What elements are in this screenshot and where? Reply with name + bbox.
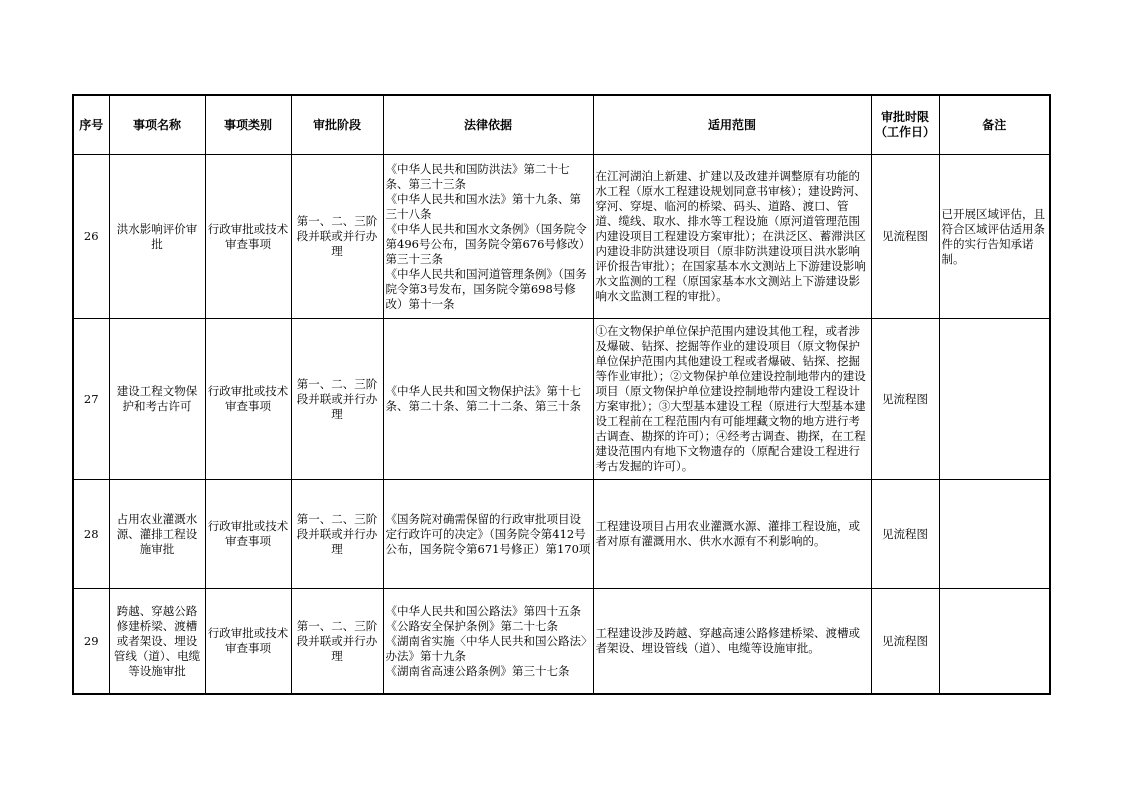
legal-basis-line: 《湖南省高速公路条例》第三十七条: [385, 663, 570, 678]
header-stage: 审批阶段: [291, 95, 383, 155]
cell-no: 26: [73, 155, 109, 319]
cell-stage: 第一、二、三阶段并联或并行办理: [291, 319, 383, 480]
legal-basis-line: 《中华人民共和国公路法》第四十五条: [385, 603, 581, 618]
header-time-limit: 审批时限（工作日）: [871, 95, 939, 155]
legal-basis-line: 《中华人民共和国文物保护法》第十七条、第二十条、第二十二条、第三十条: [385, 384, 581, 413]
cell-scope: 工程建设项目占用农业灌溉水源、灌排工程设施，或者对原有灌溉用水、供水水源有不利影响的。: [593, 480, 871, 589]
header-legal-basis: 法律依据: [383, 95, 593, 155]
header-no: 序号: [73, 95, 109, 155]
cell-remarks: [939, 589, 1050, 695]
cell-time-limit: 见流程图: [871, 480, 939, 589]
cell-no: 27: [73, 319, 109, 480]
cell-legal-basis: [383, 319, 593, 480]
cell-legal-basis: [383, 480, 593, 589]
header-name: 事项名称: [109, 95, 205, 155]
header-category: 事项类别: [205, 95, 291, 155]
cell-category: 行政审批或技术审查事项: [205, 319, 291, 480]
cell-name: 跨越、穿越公路修建桥梁、渡槽或者架设、埋设管线（道）、电缆等设施审批: [109, 589, 205, 695]
cell-scope: 在江河湖泊上新建、扩建以及改建并调整原有功能的水工程（原水工程建设规划同意书审核）；建设跨河、穿河、穿堤、临河的桥梁、码头、道路、渡口、管道、缆线、取水、排水等工程设施（原河道管理范围内建设项目工程建设方案审批）；在洪泛区、蓄滞洪区内建设非防洪建设项目（原非防洪建设项目洪水影响评价报告审批）；在国家基本水文测站上下游建设影响水文监测的工程（原国家基本水文测站上下游建设影响水文监测工程的审批）。: [593, 155, 871, 319]
legal-basis-line: 《国务院对确需保留的行政审批项目设定行政许可的决定》（国务院令第412号公布，国务院令第671号修正）第170项: [385, 511, 591, 556]
cell-name: 占用农业灌溉水源、灌排工程设施审批: [109, 480, 205, 589]
cell-stage: 第一、二、三阶段并联或并行办理: [291, 589, 383, 695]
cell-remarks: 已开展区域评估，且符合区域评估适用条件的实行告知承诺制。: [939, 155, 1050, 319]
legal-basis-line: 《湖南省实施〈中华人民共和国公路法〉办法》第十九条: [385, 633, 587, 663]
cell-category: 行政审批或技术审查事项: [205, 480, 291, 589]
cell-category: 行政审批或技术审查事项: [205, 589, 291, 695]
cell-scope: ①在文物保护单位保护范围内建设其他工程，或者涉及爆破、钻探、挖掘等作业的建设项目（原文物保护单位保护范围内其他建设工程或者爆破、钻探、挖掘等作业审批）；②文物保护单位建设控制地带内的建设项目（原文物保护单位建设控制地带内建设工程设计方案审批）；③大型基本建设工程（原进行大型基本建设工程前在工程范围内有可能埋藏文物的地方进行考古调查、勘探的许可）；④经考古调查、勘探，在工程建设范围内有地下文物遗存的（原配合建设工程进行考古发掘的许可）。: [593, 319, 871, 480]
legal-basis-line: 《中华人民共和国河道管理条例》（国务院令第3号发布，国务院令第698号修改）第十一条: [385, 266, 587, 311]
cell-stage: 第一、二、三阶段并联或并行办理: [291, 480, 383, 589]
cell-name: 洪水影响评价审批: [109, 155, 205, 319]
legal-basis-line: 《中华人民共和国水法》第十九条、第三十八条: [385, 191, 581, 221]
legal-basis-line: 《中华人民共和国水文条例》（国务院令第496号公布，国务院令第676号修改）第三十三条: [385, 221, 591, 266]
cell-remarks: [939, 319, 1050, 480]
cell-no: 28: [73, 480, 109, 589]
cell-time-limit: 见流程图: [871, 589, 939, 695]
cell-stage: 第一、二、三阶段并联或并行办理: [291, 155, 383, 319]
header-remarks: 备注: [939, 95, 1050, 155]
cell-remarks: [939, 480, 1050, 589]
cell-time-limit: 见流程图: [871, 155, 939, 319]
table-header-row: [73, 95, 1050, 155]
legal-basis-line: 《中华人民共和国防洪法》第二十七条、第三十三条: [385, 161, 570, 191]
cell-name: 建设工程文物保护和考古许可: [109, 319, 205, 480]
cell-legal-basis: [383, 589, 593, 695]
cell-no: 29: [73, 589, 109, 695]
cell-time-limit: 见流程图: [871, 319, 939, 480]
cell-legal-basis: [383, 155, 593, 319]
header-scope: 适用范围: [593, 95, 871, 155]
table-row: [73, 319, 1050, 480]
approval-items-table: [72, 94, 1051, 695]
legal-basis-line: 《公路安全保护条例》第二十七条: [385, 618, 558, 633]
cell-scope: 工程建设涉及跨越、穿越高速公路修建桥梁、渡槽或者架设、埋设管线（道）、电缆等设施审批。: [593, 589, 871, 695]
table-row: [73, 480, 1050, 589]
table-row: [73, 589, 1050, 695]
cell-category: 行政审批或技术审查事项: [205, 155, 291, 319]
table-row: [73, 155, 1050, 319]
